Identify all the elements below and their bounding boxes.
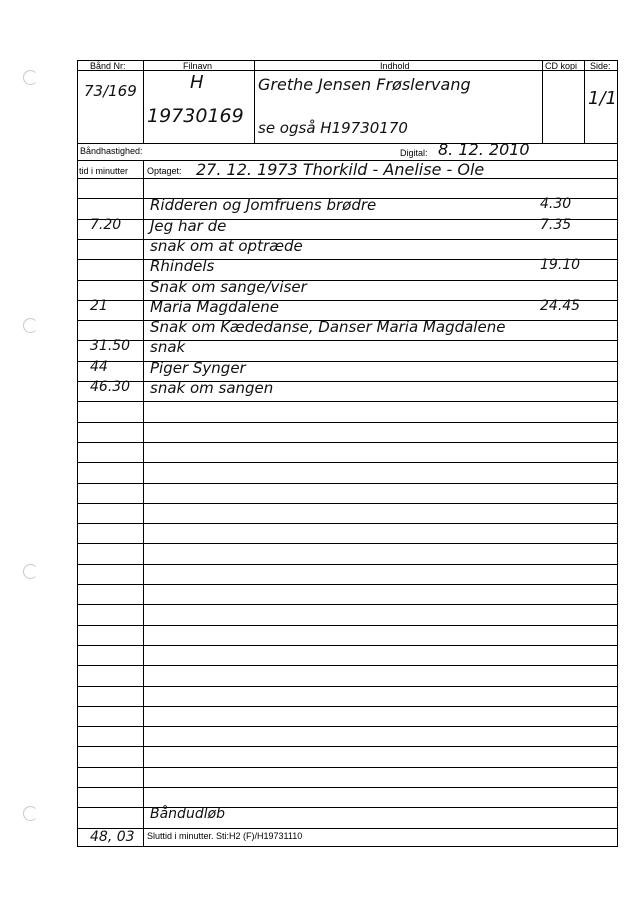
column-divider bbox=[584, 60, 585, 143]
band-nr-label: Bånd Nr: bbox=[90, 61, 126, 71]
bandhastighed-label: Båndhastighed: bbox=[80, 146, 143, 156]
binder-hole bbox=[23, 564, 38, 579]
ruled-line bbox=[77, 726, 618, 727]
ruled-line bbox=[77, 564, 618, 565]
optaget-label: Optaget: bbox=[147, 166, 182, 176]
ruled-line bbox=[77, 604, 618, 605]
filnavn-label: Filnavn bbox=[183, 61, 213, 71]
band-nr-value: 73/169 bbox=[84, 82, 137, 100]
row-text: Rhindels bbox=[150, 257, 215, 275]
row-text: snak bbox=[150, 338, 186, 356]
ruled-line bbox=[77, 746, 618, 747]
ruled-line bbox=[77, 828, 618, 829]
ruled-line bbox=[77, 767, 618, 768]
ruled-line bbox=[77, 706, 618, 707]
filnavn-prefix: H bbox=[190, 72, 204, 93]
filnavn-value: 19730169 bbox=[147, 105, 244, 127]
side-value: 1/1 bbox=[588, 88, 617, 109]
row-duration: 19.10 bbox=[540, 257, 581, 273]
ruled-line bbox=[77, 503, 618, 504]
indhold-label: Indhold bbox=[380, 61, 410, 71]
sluttid-label: Sluttid i minutter. Sti:H2 (F)/H19731110 bbox=[147, 831, 303, 841]
row-text: snak om at optræde bbox=[150, 237, 303, 255]
ruled-line bbox=[77, 178, 618, 179]
binder-hole bbox=[23, 70, 38, 85]
row-text: Snak om sange/viser bbox=[150, 278, 307, 296]
row-text: Ridderen og Jomfruens brødre bbox=[150, 196, 377, 214]
row-duration: 7.35 bbox=[540, 217, 572, 233]
row-text: Maria Magdalene bbox=[150, 298, 279, 316]
binder-hole bbox=[23, 806, 38, 821]
row-time: 21 bbox=[90, 298, 108, 314]
column-divider bbox=[542, 60, 543, 143]
ruled-line bbox=[77, 523, 618, 524]
indhold-line1: Grethe Jensen Frøslervang bbox=[258, 75, 471, 94]
column-divider bbox=[143, 60, 144, 143]
column-divider bbox=[254, 60, 255, 143]
ruled-line bbox=[77, 665, 618, 666]
digital-label: Digital: bbox=[400, 148, 428, 158]
row-duration: 24.45 bbox=[540, 298, 581, 314]
ruled-line bbox=[77, 686, 618, 687]
row-text: Piger Synger bbox=[150, 359, 246, 377]
ruled-line bbox=[77, 401, 618, 402]
ruled-line bbox=[77, 422, 618, 423]
ruled-line bbox=[77, 787, 618, 788]
ruled-line bbox=[77, 543, 618, 544]
ruled-line bbox=[77, 625, 618, 626]
time-column-divider bbox=[143, 160, 144, 847]
ruled-line bbox=[77, 462, 618, 463]
row-text: Snak om Kædedanse, Danser Maria Magdalene bbox=[150, 318, 506, 336]
row-time: 44 bbox=[90, 359, 108, 375]
optaget-value: 27. 12. 1973 Thorkild - Anelise - Ole bbox=[196, 160, 485, 179]
row-duration: 4.30 bbox=[540, 196, 572, 212]
ruled-line bbox=[77, 584, 618, 585]
side-label: Side: bbox=[590, 61, 611, 71]
bandudlob-text: Båndudløb bbox=[150, 806, 226, 822]
ruled-line bbox=[77, 483, 618, 484]
cd-kopi-label: CD kopi bbox=[545, 61, 578, 71]
row-time: 31.50 bbox=[90, 338, 131, 354]
ruled-line bbox=[77, 442, 618, 443]
end-time-value: 48, 03 bbox=[90, 829, 135, 845]
indhold-line2: se også H19730170 bbox=[258, 119, 408, 137]
row-time: 46.30 bbox=[90, 379, 131, 395]
digital-date: 8. 12. 2010 bbox=[438, 140, 530, 159]
header-line bbox=[77, 143, 618, 144]
header-line bbox=[77, 70, 618, 71]
row-text: Jeg har de bbox=[150, 217, 227, 235]
tid-i-minutter-label: tid i minutter bbox=[79, 166, 129, 176]
binder-hole bbox=[23, 318, 38, 333]
row-time: 7.20 bbox=[90, 217, 122, 233]
ruled-line bbox=[77, 645, 618, 646]
row-text: snak om sangen bbox=[150, 379, 274, 397]
